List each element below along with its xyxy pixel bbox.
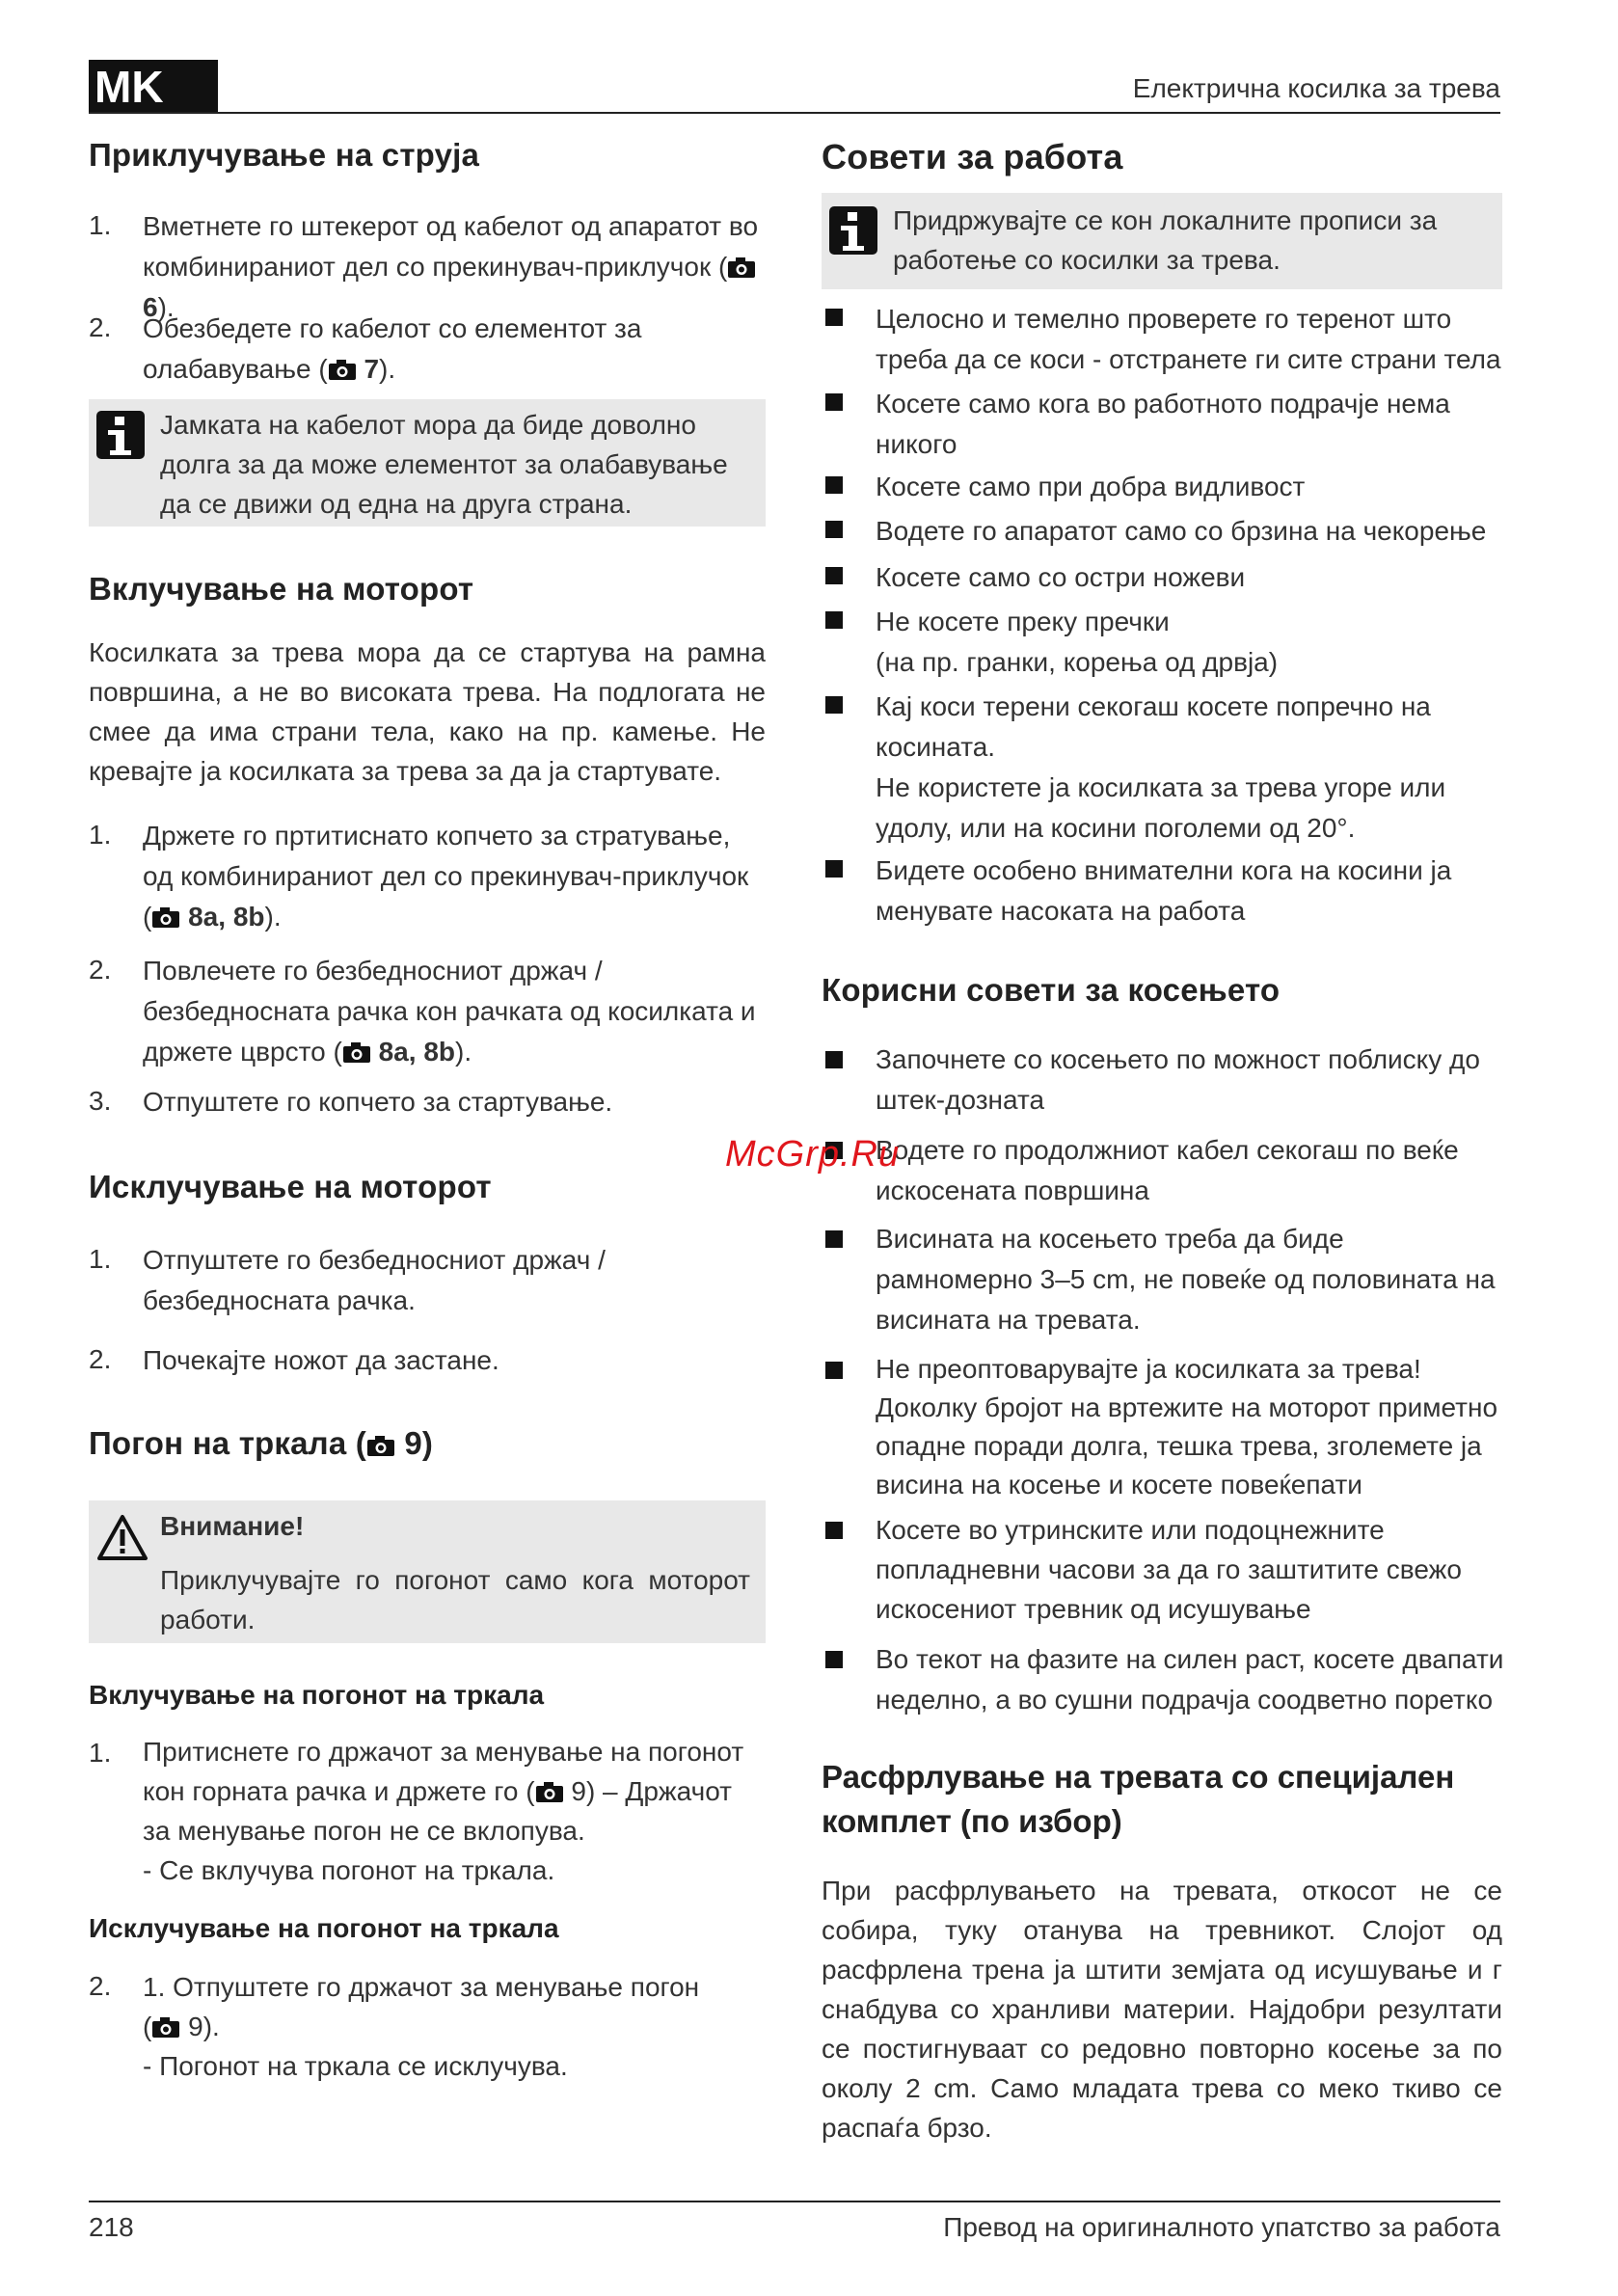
bullet-icon <box>825 309 843 326</box>
useful-bullet-2: Водете го продолжниот кабел секогаш по веќе искосената површина <box>876 1135 1459 1205</box>
start-item-1: Држете го пртитиснато копчето за стратување, од комбинираниот дел со прекинувач-приклучок ( 8a, 8b). <box>143 821 749 932</box>
useful-bullet-1: Започнете со косењето по можност поблиску до штек-дозната <box>876 1044 1480 1115</box>
tips-bullet-8: Бидете особено внимателни кога на косини ја менувате насоката на работа <box>876 855 1452 926</box>
start-item-1-num: 1. <box>89 820 112 850</box>
power-info-box <box>89 399 766 527</box>
language-badge: MK <box>89 60 218 114</box>
info-icon <box>96 411 145 459</box>
drive-off-item-num: 2. <box>89 1971 112 2001</box>
drive-on-item-num: 1. <box>89 1738 112 1768</box>
useful-bullet-5: Косете во утринските или подоцнежните попладневни часови за да го заштитите свежо искосениот тревник од исушување <box>876 1515 1462 1624</box>
tips-info-text: Придржувајте се кон локалните прописи за работење со косилки за трева. <box>893 205 1438 275</box>
tips-bullet-1: Целосно и темелно проверете го теренот што треба да се коси - отстранете ги сите страни тела <box>876 304 1501 374</box>
bullet-icon <box>825 696 843 714</box>
warning-box <box>89 1500 766 1643</box>
tips-bullet-2: Косете само кога во работното подрачје нема никого <box>876 389 1450 459</box>
power-heading: Приклучување на струја <box>89 137 480 173</box>
drive-off-item: 1. Отпуштете го држачот за менување погон ( 9). - Погонот на тркала се исклучува. <box>143 1972 700 2081</box>
drive-heading: Погон на тркала ( 9) <box>89 1425 434 1461</box>
tips-bullet-6: Не косете преку пречки (на пр. гранки, корења од дрвја) <box>876 607 1279 677</box>
bullet-icon <box>825 860 843 878</box>
power-item-1-num: 1. <box>89 210 112 240</box>
info-icon <box>829 206 877 255</box>
tips-info-box <box>822 193 1502 289</box>
footer-text: Превод на оригиналното упатство за работа <box>943 2212 1500 2242</box>
camera-icon <box>727 257 756 279</box>
tips-bullet-5: Косете само со остри ножеви <box>876 562 1246 592</box>
page-number: 218 <box>89 2212 134 2242</box>
stop-heading: Исклучување на моторот <box>89 1169 492 1204</box>
warning-text: Приклучувајте го погонот само кога моторот работи. <box>160 1565 750 1634</box>
start-item-2-num: 2. <box>89 955 112 985</box>
camera-icon <box>151 907 180 929</box>
camera-icon <box>342 1042 371 1064</box>
watermark: McGrp.Ru <box>725 1134 901 1175</box>
bullet-icon <box>825 567 843 584</box>
tips-bullet-3: Косете само при добра видливост <box>876 472 1306 501</box>
tips-bullet-7: Кај коси терени секогаш косете попречно на косината. Не користете ја косилката за трева угоре или удолу, или на косини поголеми од 20°. <box>876 691 1446 843</box>
header-title: Електрична косилка за трева <box>1132 73 1500 103</box>
mulch-heading: Расфрлување на тревата со специјален комплет (по избор) <box>822 1759 1455 1839</box>
camera-icon <box>328 360 357 381</box>
start-heading: Вклучување на моторот <box>89 571 474 607</box>
camera-icon <box>151 2017 180 2039</box>
drive-off-heading: Исклучување на погонот на тркала <box>89 1913 559 1943</box>
bullet-icon <box>825 521 843 538</box>
bullet-icon <box>825 476 843 494</box>
bullet-icon <box>825 1522 843 1539</box>
stop-item-2-num: 2. <box>89 1344 112 1374</box>
footer-rule <box>89 2201 1500 2202</box>
power-info-text: Јамката на кабелот мора да биде доволно долга за да може елементот за олабавување да се движи од една на друга страна. <box>160 410 728 519</box>
useful-heading: Корисни совети за косењето <box>822 972 1281 1008</box>
mulch-paragraph: При расфрлувањето на тревата, откосот не се собира, туку отанува на тревникот. Слојот од расфрлена трена ја штити земјата од исушување и г снабдува со хранливи материи. Најдобри резултати се постигнуваат со редовно повторно косење за по околу 2 cm. Само младата трева со меко ткиво се распаѓа брзо. <box>822 1876 1502 2143</box>
camera-icon <box>535 1782 564 1803</box>
useful-bullet-4: Не преоптоварувајте ја косилката за трева! Доколку бројот на вртежите на моторот приметно опадне поради долга, тешка трева, зголемете ја висина на косење и косете повеќепати <box>876 1354 1498 1499</box>
drive-on-item: Притиснете го држачот за менување на погонот кон горната рачка и држете го ( 9) – Држачот за менување погон не се вклопува. - Се вклучува погонот на тркала. <box>143 1737 744 1885</box>
bullet-icon <box>825 393 843 411</box>
header-rule <box>89 112 1500 114</box>
bullet-icon <box>825 1651 843 1668</box>
bullet-icon <box>825 1362 843 1379</box>
start-item-3: Отпуштете го копчето за стартување. <box>143 1087 613 1117</box>
bullet-icon <box>825 1230 843 1248</box>
power-item-2-num: 2. <box>89 312 112 342</box>
stop-item-2: Почекајте ножот да застане. <box>143 1345 499 1375</box>
start-item-2: Повлечете го безбедносниот држач / безбедносната рачка кон рачката од косилката и држете цврсто ( 8a, 8b). <box>143 956 756 1067</box>
bullet-icon <box>825 1051 843 1068</box>
useful-bullet-3: Висината на косењето треба да биде рамномерно 3–5 cm, не повеќе од половината на висината на тревата. <box>876 1224 1496 1335</box>
useful-bullet-6: Во текот на фазите на силен раст, косете двапати неделно, а во сушни подрачја соодветно поретко <box>876 1644 1504 1715</box>
warning-title: Внимание! <box>160 1511 305 1541</box>
power-item-1: Вметнете го штекерот од кабелот од апаратот во комбинираниот дел со прекинувач-приклучок ( 6). <box>143 211 759 322</box>
start-item-3-num: 3. <box>89 1086 112 1116</box>
tips-bullet-4: Водете го апаратот само со брзина на чекорење <box>876 516 1487 546</box>
stop-item-1-num: 1. <box>89 1244 112 1274</box>
camera-icon <box>366 1436 395 1457</box>
start-paragraph: Косилката за трева мора да се стартува на рамна површина, а не во високата трева. На подлогата не смее да има страни тела, како на пр. камење. Не кревајте ја косилката за трева за да ја стартувате. <box>89 637 766 786</box>
power-item-2: Обезбедете го кабелот со елементот за олабавување ( 7). <box>143 313 642 384</box>
tips-heading: Совети за работа <box>822 137 1123 176</box>
stop-item-1: Отпуштете го безбедносниот држач / безбедносната рачка. <box>143 1245 606 1315</box>
bullet-icon <box>825 611 843 629</box>
drive-on-heading: Вклучување на погонот на тркала <box>89 1680 545 1710</box>
warning-icon <box>96 1514 148 1562</box>
